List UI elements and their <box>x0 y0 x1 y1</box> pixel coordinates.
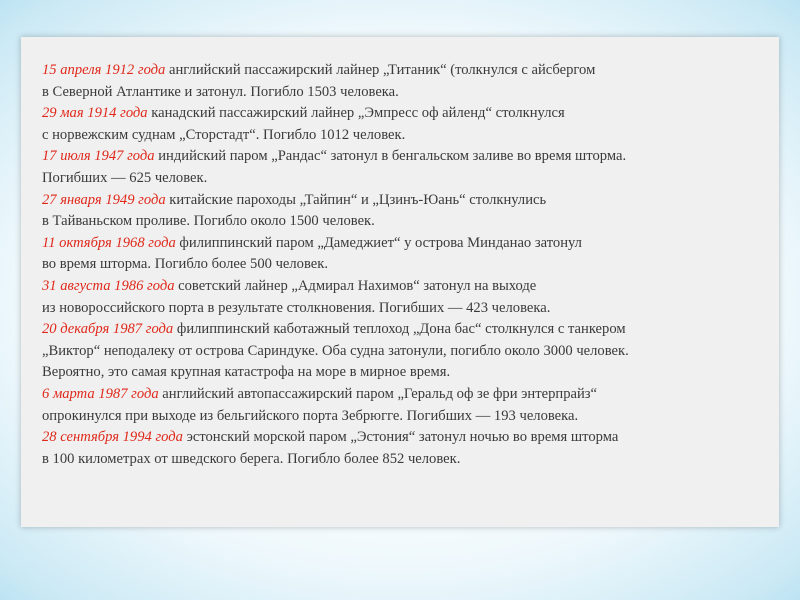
entry-text: советский лайнер „Адмирал Нахимов“ затонул на выходе <box>174 277 537 294</box>
entry-date: 11 октября 1968 года <box>42 234 176 251</box>
entry-date: 31 августа 1986 года <box>42 277 175 294</box>
entry-text: филиппинский паром „Дамеджиет“ у острова Минданао затонул <box>175 234 582 251</box>
entry-line <box>42 298 772 320</box>
entry-text: филиппинский каботажный теплоход „Дона бас“ столкнулся с танкером <box>173 321 626 338</box>
entry-line <box>42 276 772 298</box>
entry-date: 15 апреля 1912 года <box>42 62 166 78</box>
entry-text: в Северной Атлантике и затонул. Погибло 1503 человека. <box>42 83 399 100</box>
entry-line <box>42 146 772 168</box>
entry-text: с норвежским суднам „Сторстадт“. Погибло 1012 человек. <box>42 126 406 143</box>
entry-line <box>42 190 772 212</box>
entry-date: 29 мая 1914 года <box>42 105 148 122</box>
entry-date: 20 декабря 1987 года <box>42 321 174 338</box>
entry-date: 6 марта 1987 года <box>42 385 159 402</box>
entry-line <box>42 233 772 255</box>
entry-text: английский автопассажирский паром „Геральд оф зе фри энтерпрайз“ <box>158 385 598 402</box>
list-item-randas <box>42 146 772 189</box>
entry-text: китайские пароходы „Тайпин“ и „Цзинъ-Юань“ столкнулись <box>165 191 547 208</box>
list-item-dumaguete <box>42 233 772 276</box>
entry-line <box>42 384 772 406</box>
entry-date: 27 января 1949 года <box>42 191 166 208</box>
entry-text: английский пассажирский лайнер „Титаник“ (толкнулся с айсбергом <box>165 62 596 78</box>
entry-date: 17 июля 1947 года <box>42 148 155 165</box>
entry-line <box>42 449 772 471</box>
list-item-titanic <box>42 60 772 103</box>
disaster-list <box>42 60 772 470</box>
list-item-estonia <box>42 427 772 470</box>
list-item-admiral-nakhimov <box>42 276 772 319</box>
entry-text: опрокинулся при выходе из бельгийского порта Зебрюгге. Погибших — 193 человека. <box>42 407 579 424</box>
entry-line <box>42 103 772 125</box>
list-item-empress-of-ireland <box>42 103 772 146</box>
entry-text: канадский пассажирский лайнер „Эмпресс оф айленд“ столкнулся <box>147 105 565 122</box>
entry-text: индийский паром „Рандас“ затонул в бенгальском заливе во время шторма. <box>154 148 627 165</box>
entry-line <box>42 427 772 449</box>
entry-line <box>42 406 772 428</box>
entry-line <box>42 125 772 147</box>
entry-text: в 100 километрах от шведского берега. Погибло более 852 человек. <box>42 450 461 467</box>
entry-text: в Тайваньском проливе. Погибло около 1500 человек. <box>42 213 375 230</box>
entry-line <box>42 319 772 341</box>
entry-text: Вероятно, это самая крупная катастрофа на море в мирное время. <box>42 364 451 381</box>
entry-line <box>42 362 772 384</box>
list-item-taiping <box>42 190 772 233</box>
entry-text: эстонский морской паром „Эстония“ затонул ночью во время шторма <box>182 429 619 446</box>
entry-text: из новороссийского порта в результате столкновения. Погибших — 423 человека. <box>42 299 551 316</box>
entry-line <box>42 211 772 233</box>
list-item-dona-paz <box>42 319 772 384</box>
entry-date: 28 сентября 1994 года <box>42 429 183 446</box>
entry-text: во время шторма. Погибло более 500 человек. <box>42 256 328 273</box>
entry-text: „Виктор“ неподалеку от острова Сариндуке. Оба судна затонули, погибло около 3000 человек. <box>42 342 629 359</box>
entry-text: Погибших — 625 человек. <box>42 169 208 186</box>
entry-line <box>42 341 772 363</box>
entry-line <box>42 82 772 104</box>
entry-line <box>42 254 772 276</box>
entry-line <box>42 168 772 190</box>
list-item-herald-of-free-enterprise <box>42 384 772 427</box>
entry-line <box>42 60 772 82</box>
